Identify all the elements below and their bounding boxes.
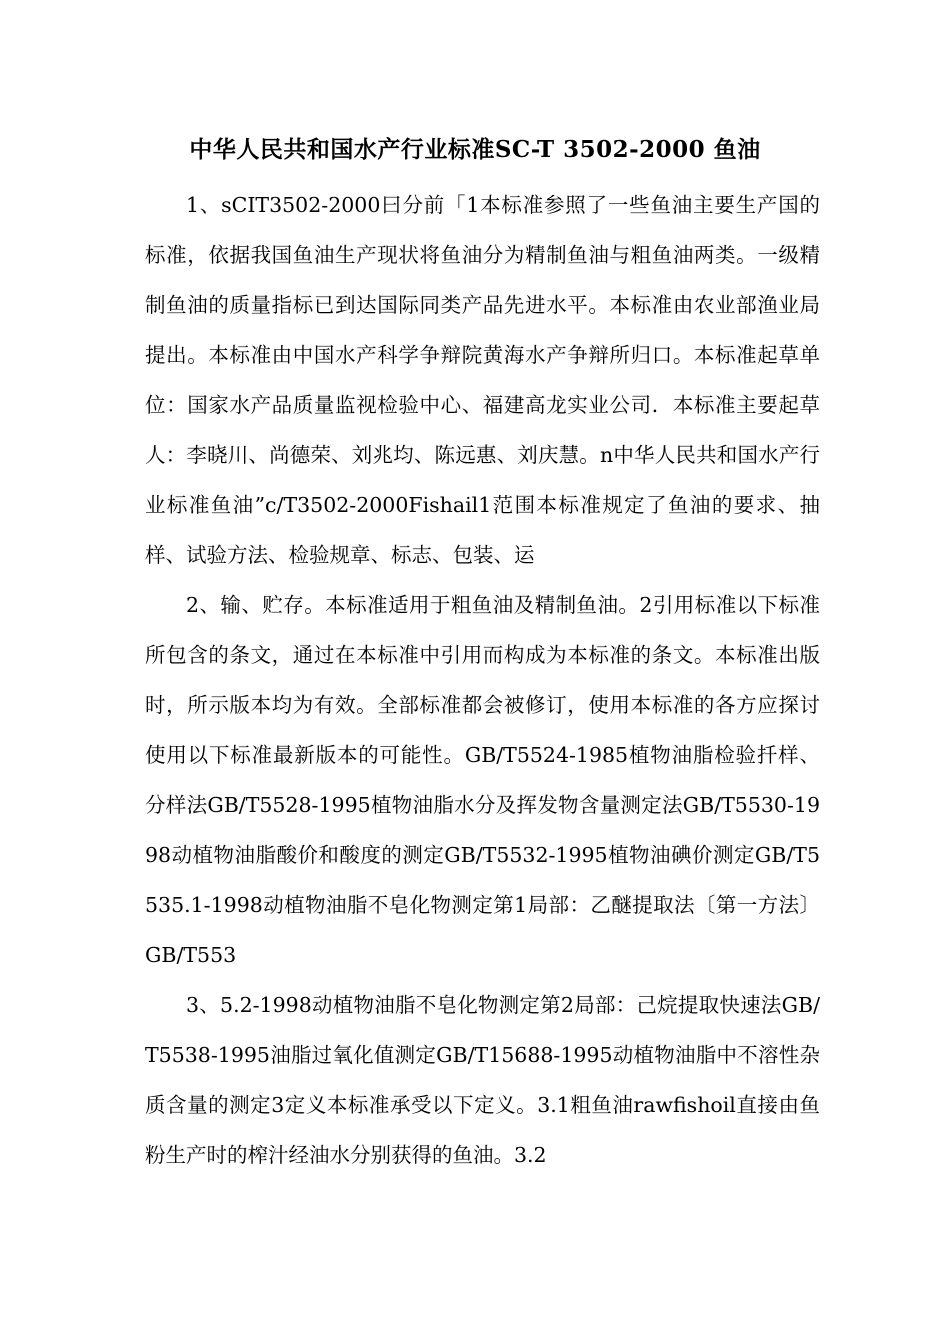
document-title: 中华人民共和国水产行业标准SC-T 3502-2000 鱼油 <box>189 136 761 163</box>
paragraph-3: 3、5.2-1998动植物油脂不皂化物测定第2局部：己烷提取快速法GB/T5538-1995油脂过氧化值测定GB/T15688-1995动植物油脂中不溶性杂质含量的测定3定义本标准承受以下定义。3.1粗鱼油rawfishoil直接由鱼粉生产时的榨汁经油水分别获得的鱼油。3.2 <box>145 993 820 1167</box>
paragraph-1: 1、sCIT3502-2000曰分前「1本标准参照了一些鱼油主要生产国的标准，依据我国鱼油生产现状将鱼油分为精制鱼油与粗鱼油两类。一级精制鱼油的质量指标已到达国际同类产品先进水平。本标准由农业部渔业局提出。本标准由中国水产科学争辩院黄海水产争辩所归口。本标准起草单位：国家水产品质量监视检验中心、福建高龙实业公司．本标准主要起草人：李晓川、尚德荣、刘兆均、陈远惠、刘庆慧。n中华人民共和国水产行业标准鱼油”c/T3502-2000Fishail1范围本标准规定了鱼油的要求、抽样、试验方法、检验规章、标志、包装、运 <box>145 193 820 567</box>
document-body <box>145 180 820 1180</box>
paragraph-2: 2、输、贮存。本标准适用于粗鱼油及精制鱼油。2引用标准以下标准所包含的条文，通过在本标准中引用而构成为本标准的条文。本标准出版时，所示版本均为有效。全部标准都会被修订，使用本标准的各方应探讨使用以下标准最新版本的可能性。GB/T5524-1985植物油脂检验扦样、分样法GB/T5528-1995植物油脂水分及挥发物含量测定法GB/T5530-1998动植物油脂酸价和酸度的测定GB/T5532-1995植物油碘价测定GB/T5535.1-1998动植物油脂不皂化物测定第1局部：乙醚提取法〔第一方法〕GB/T553 <box>145 593 820 967</box>
